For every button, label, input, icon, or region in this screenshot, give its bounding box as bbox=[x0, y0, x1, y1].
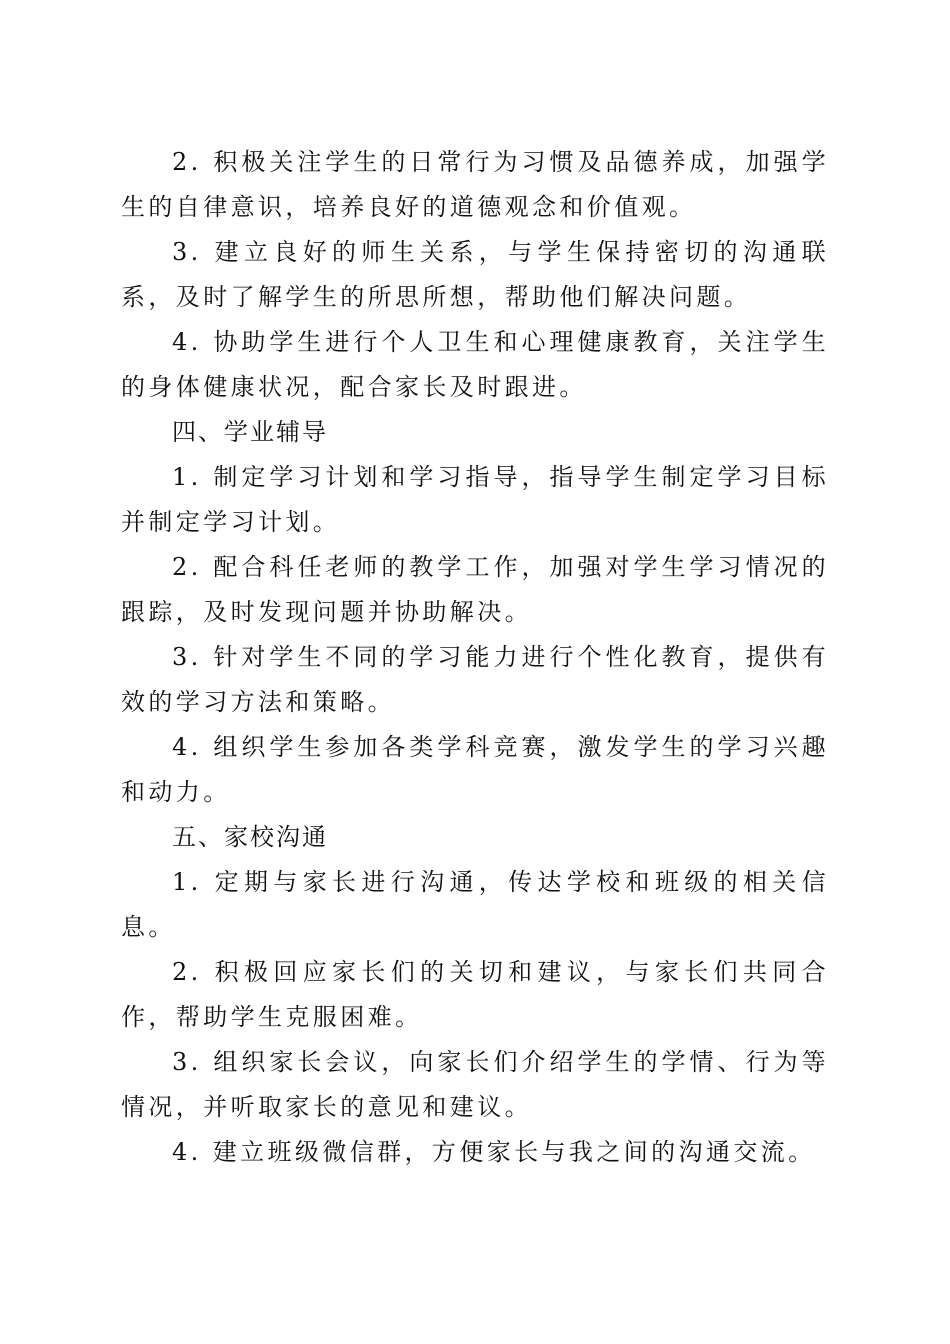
paragraph-2-conduct: 2. 积极关注学生的日常行为习惯及品德养成，加强学生的自律意识，培养良好的道德观念和价值观。 bbox=[121, 148, 829, 221]
paragraph-3-relationship: 3. 建立良好的师生关系，与学生保持密切的沟通联系，及时了解学生的所思所想，帮助他们解决问题。 bbox=[121, 238, 829, 311]
section-heading-home-school: 五、家校沟通 bbox=[172, 823, 328, 851]
paragraph-3-personalized: 3. 针对学生不同的学习能力进行个性化教育，提供有效的学习方法和策略。 bbox=[121, 643, 829, 716]
paragraph-4-wechat-group: 4. 建立班级微信群，方便家长与我之间的沟通交流。 bbox=[172, 1138, 816, 1166]
paragraph-1-communication: 1. 定期与家长进行沟通，传达学校和班级的相关信息。 bbox=[121, 868, 829, 941]
paragraph-2-teaching: 2. 配合科任老师的教学工作，加强对学生学习情况的跟踪，及时发现问题并协助解决。 bbox=[121, 553, 829, 626]
section-heading-academic: 四、学业辅导 bbox=[172, 418, 328, 446]
paragraph-3-parent-meeting: 3. 组织家长会议，向家长们介绍学生的学情、行为等情况，并听取家长的意见和建议。 bbox=[121, 1048, 829, 1121]
document-body bbox=[121, 140, 829, 1175]
paragraph-2-cooperation: 2. 积极回应家长们的关切和建议，与家长们共同合作，帮助学生克服困难。 bbox=[121, 958, 829, 1031]
paragraph-4-health: 4. 协助学生进行个人卫生和心理健康教育，关注学生的身体健康状况，配合家长及时跟进。 bbox=[121, 328, 829, 401]
paragraph-1-study-plan: 1. 制定学习计划和学习指导，指导学生制定学习目标并制定学习计划。 bbox=[121, 463, 829, 536]
paragraph-4-competition: 4. 组织学生参加各类学科竞赛，激发学生的学习兴趣和动力。 bbox=[121, 733, 829, 806]
